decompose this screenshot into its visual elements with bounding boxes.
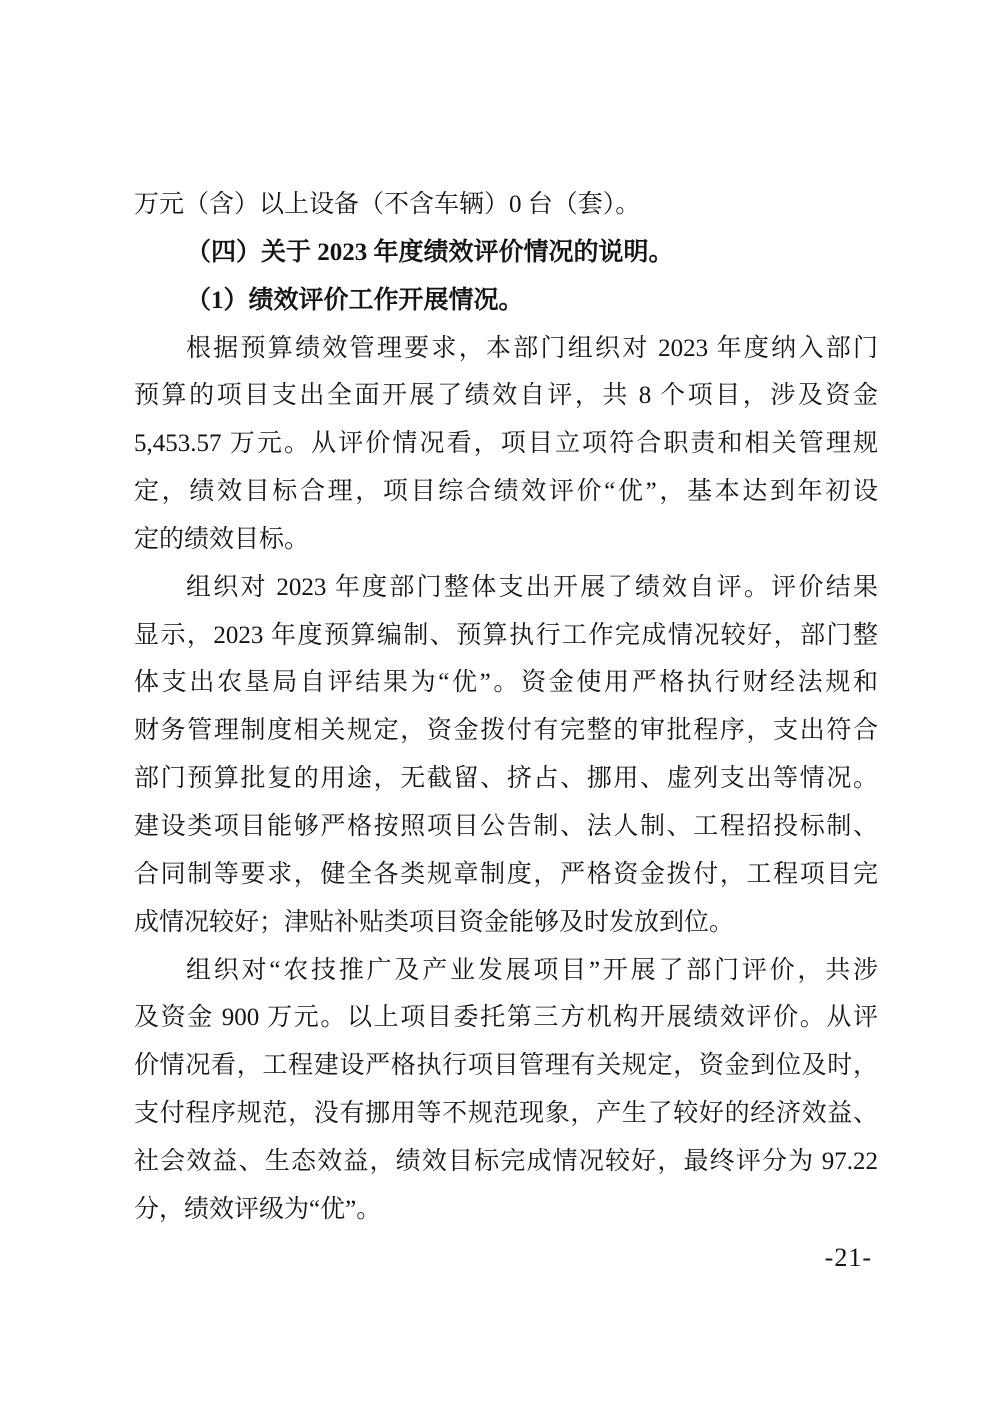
- body-line: 价情况看，工程建设严格执行项目管理有关规定，资金到位及时，: [134, 1052, 878, 1080]
- section-heading: （四）关于 2023 年度绩效评价情况的说明。: [186, 238, 674, 266]
- body-line: 分，绩效评级为“优”。: [134, 1195, 382, 1223]
- body-line: 体支出农垦局自评结果为“优”。资金使用严格执行财经法规和: [134, 669, 878, 697]
- body-line: 社会效益、生态效益，绩效目标完成情况较好，最终评分为 97.22: [134, 1147, 878, 1175]
- body-line: 预算的项目支出全面开展了绩效自评，共 8 个项目，涉及资金: [134, 382, 878, 410]
- body-line: 5,453.57 万元。从评价情况看，项目立项符合职责和相关管理规: [134, 430, 878, 458]
- body-line: 建设类项目能够严格按照项目公告制、法人制、工程招投标制、: [134, 812, 878, 840]
- sub-heading: （1）绩效评价工作开展情况。: [186, 286, 524, 314]
- body-line: 支付程序规范，没有挪用等不规范现象，产生了较好的经济效益、: [134, 1100, 878, 1128]
- body-line: 根据预算绩效管理要求，本部门组织对 2023 年度纳入部门: [186, 334, 878, 362]
- text-block: [134, 181, 878, 1234]
- body-line: 成情况较好；津贴补贴类项目资金能够及时发放到位。: [134, 908, 735, 936]
- body-line: 显示，2023 年度预算编制、预算执行工作完成情况较好，部门整: [134, 621, 878, 649]
- body-line: 及资金 900 万元。以上项目委托第三方机构开展绩效评价。从评: [134, 1004, 878, 1032]
- body-line: 组织对“农技推广及产业发展项目”开展了部门评价，共涉: [186, 956, 878, 984]
- body-line: 组织对 2023 年度部门整体支出开展了绩效自评。评价结果: [186, 573, 878, 601]
- body-line: 万元（含）以上设备（不含车辆）0 台（套）。: [134, 191, 641, 218]
- body-line: 部门预算批复的用途，无截留、挤占、挪用、虚列支出等情况。: [134, 765, 878, 793]
- body-line: 定，绩效目标合理，项目综合绩效评价“优”，基本达到年初设: [134, 478, 878, 506]
- body-line: 定的绩效目标。: [134, 525, 310, 553]
- body-line: 合同制等要求，健全各类规章制度，严格资金拨付，工程项目完: [134, 860, 878, 888]
- body-line: 财务管理制度相关规定，资金拨付有完整的审批程序，支出符合: [134, 717, 878, 745]
- page-number: -21-: [824, 1243, 872, 1272]
